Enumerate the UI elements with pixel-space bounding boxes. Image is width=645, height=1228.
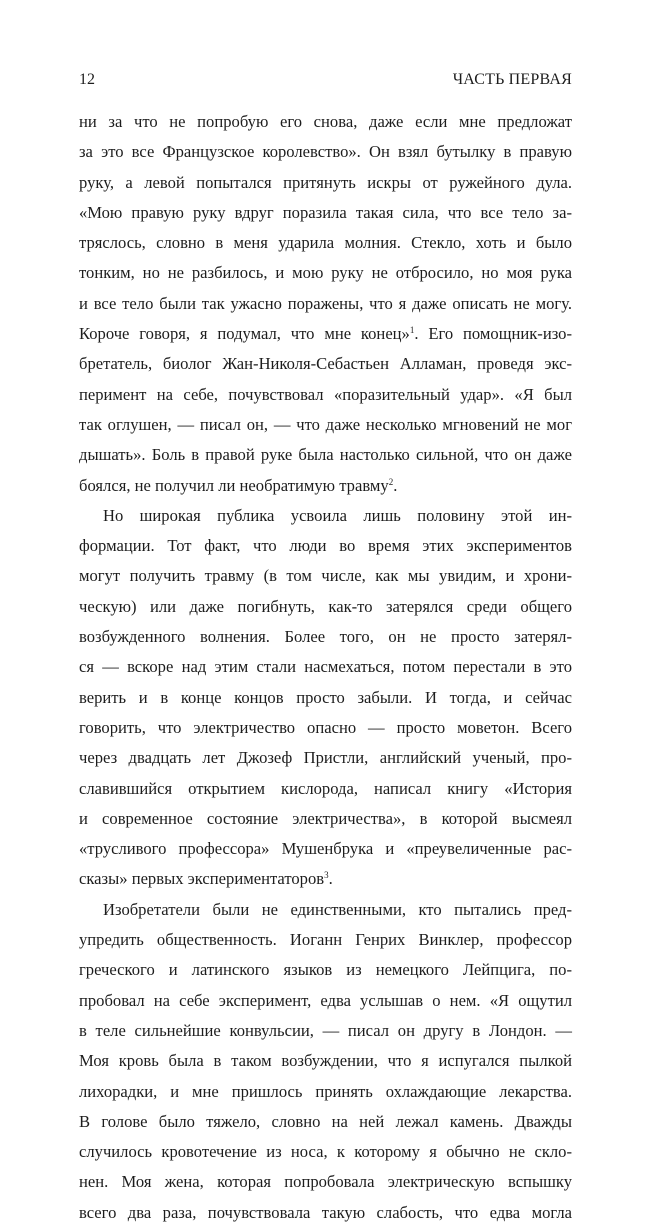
text-line: упредить общественность. Иоганн Генрих Винклер, профессор — [79, 930, 572, 950]
page-number: 12 — [79, 71, 95, 88]
paragraph — [79, 895, 572, 1228]
text-line: всего два раза, почувствовала такую слабость, что едва могла — [79, 1202, 572, 1222]
text-segment: боялся, не получил ли необратимую травму — [79, 475, 389, 495]
text-line: и современное состояние электричества», в которой высмеял — [79, 808, 572, 828]
paragraph — [79, 107, 572, 501]
text-line: перимент на себе, почувствовал «поразительный удар». «Я был — [79, 384, 572, 404]
text-segment: . — [328, 869, 333, 889]
text-line: ческую) или даже погибнуть, как-то затерялся среди общего — [79, 596, 572, 616]
text-line: формации. Тот факт, что люди во время этих экспериментов — [79, 536, 572, 556]
text-line: греческого и латинского языков из немецкого Лейпцига, по- — [79, 960, 572, 980]
text-line: за это все Французское королевство». Он взял бутылку в правую — [79, 142, 572, 162]
page-header — [79, 68, 572, 92]
text-line: «трусливого профессора» Мушенбрука и «преувеличенные рас- — [79, 839, 572, 859]
text-line — [79, 471, 572, 501]
text-line — [79, 319, 572, 349]
text-line: лихорадки, и мне пришлось принять охлаждающие лекарства. — [79, 1081, 572, 1101]
text-line: пробовал на себе эксперимент, едва услышав о нем. «Я ощутил — [79, 990, 572, 1010]
text-line: «Мою правую руку вдруг поразила такая сила, что все тело за- — [79, 202, 572, 222]
text-line — [79, 864, 572, 894]
text-line: в теле сильнейшие конвульсии, — писал он другу в Лондон. — — [79, 1020, 572, 1040]
running-head: ЧАСТЬ ПЕРВАЯ — [452, 71, 572, 88]
text-line: через двадцать лет Джозеф Пристли, английский ученый, про- — [79, 748, 572, 768]
text-line: и все тело были так ужасно поражены, что я даже описать не могу. — [79, 293, 572, 313]
paragraph — [79, 501, 572, 895]
text-line: руку, а левой попытался притянуть искры от ружейного дула. — [79, 172, 572, 192]
text-line: верить и в конце концов просто забыли. И тогда, и сейчас — [79, 687, 572, 707]
text-segment: Короче говоря, я подумал, что мне конец» — [79, 324, 410, 344]
text-line: так оглушен, — писал он, — что даже несколько мгновений не мог — [79, 414, 572, 434]
text-line: тонким, но не разбилось, и мою руку не отбросило, но моя рука — [79, 263, 572, 283]
text-line: Изобретатели были не единственными, кто пытались пред- — [103, 899, 572, 919]
footnote-ref: 1 — [409, 325, 415, 336]
footnote-ref: 2 — [388, 476, 394, 487]
footnote-ref: 3 — [324, 870, 329, 881]
text-line: ни за что не попробую его снова, даже если мне предложат — [79, 112, 572, 131]
text-line: Но широкая публика усвоила лишь половину этой ин- — [103, 505, 572, 525]
text-line: говорить, что электричество опасно — просто моветон. Всего — [79, 717, 572, 737]
text-line: дышать». Боль в правой руке была настолько сильной, что он даже — [79, 445, 572, 465]
text-line: случилось кровотечение из носа, к которому я обычно не скло- — [79, 1142, 572, 1162]
text-line: возбужденного волнения. Более того, он не просто затерял- — [79, 627, 572, 647]
text-line: бретатель, биолог Жан-Николя-Себастьен Алламан, проведя экс- — [79, 354, 572, 374]
text-line: нен. Моя жена, которая попробовала электрическую вспышку — [79, 1172, 572, 1192]
body-text — [79, 107, 572, 1228]
text-segment: сказы» первых экспериментаторов — [79, 869, 325, 889]
text-line: Моя кровь была в таком возбуждении, что я испугался пылкой — [79, 1051, 572, 1071]
text-line: В голове было тяжело, словно на ней лежал камень. Дважды — [79, 1111, 572, 1131]
text-segment: . — [393, 475, 398, 495]
text-line: славившийся открытием кислорода, написал книгу «История — [79, 778, 572, 798]
text-line: могут получить травму (в том числе, как мы увидим, и хрони- — [79, 566, 572, 586]
text-line: ся — вскоре над этим стали насмехаться, потом перестали в это — [79, 657, 572, 677]
text-segment: . Его помощник-изо- — [414, 324, 572, 344]
text-line: тряслось, словно в меня ударила молния. Стекло, хоть и было — [79, 233, 572, 253]
